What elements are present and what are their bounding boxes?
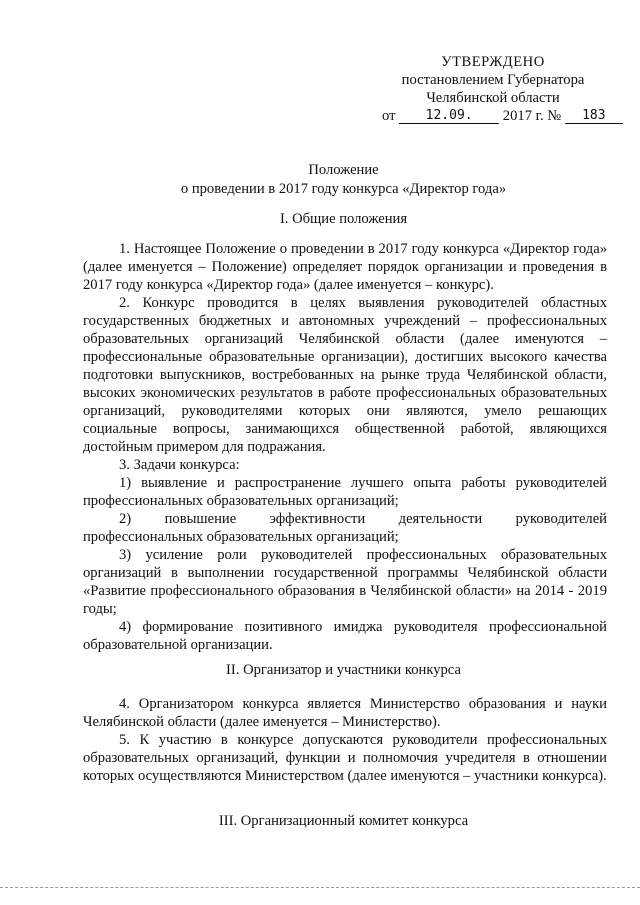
approved-by: постановлением Губернатора (401, 72, 585, 88)
title-line-2: о проведении в 2017 году конкурса «Директор года» (180, 181, 507, 197)
approved-label: УТВЕРЖДЕНО (441, 54, 545, 70)
paragraph-3-1: 1) выявление и распространение лучшего опыта работы руководителей профессиональных образовательных организаций; (83, 475, 607, 509)
paragraph-2: 2. Конкурс проводится в целях выявления руководителей областных государственных бюджетных и автономных учреждений – профессиональных образовательных организаций Челябинской области (далее именуются – профессиональные образовательные организации), достигших высокого качества подготовки выпускников, востребованных на рынке труда Челябинской области, высоких экономических результатов в работе профессиональных образовательных организаций, руководителями которых они являются, умело решающих социальные вопросы, занимающихся общественной работой, являющихся достойным примером для подражания. (83, 295, 607, 455)
paragraph-3-2: 2) повышение эффективности деятельности руководителей профессиональных образовательных организаций; (83, 511, 607, 545)
paragraph-1: 1. Настоящее Положение о проведении в 2017 году конкурса «Директор года» (далее именуется – Положение) определяет порядок организации и проведения в 2017 году конкурса «Директор года» (далее именуется – конкурс). (83, 241, 607, 293)
number-value: 183 (565, 107, 623, 124)
document-title (80, 161, 607, 199)
approval-stamp (378, 53, 608, 125)
title-line-1: Положение (308, 162, 379, 178)
approved-region: Челябинской области (426, 90, 560, 106)
year-text: 2017 г. № (502, 108, 562, 124)
section-3-heading: III. Организационный комитет конкурса (218, 813, 469, 829)
paragraph-3-4: 4) формирование позитивного имиджа руководителя профессиональной образовательной организации. (83, 619, 607, 653)
page-bottom-edge (0, 887, 640, 888)
approval-date-line (378, 107, 608, 125)
section-2-heading: II. Организатор и участники конкурса (226, 662, 461, 678)
date-value: 12.09. (399, 107, 499, 124)
paragraph-4: 4. Организатором конкурса является Министерство образования и науки Челябинской области (далее именуется – Министерство). (83, 696, 607, 730)
paragraph-3: 3. Задачи конкурса: (119, 457, 240, 473)
paragraph-5: 5. К участию в конкурсе допускаются руководители профессиональных образовательных организаций, функции и полномочия учредителя в отношении которых осуществляются Министерством (далее именуются – участники конкурса). (83, 732, 607, 784)
date-prefix: от (382, 108, 396, 124)
section-2-body (83, 695, 607, 785)
section-1-heading: I. Общие положения (279, 211, 408, 227)
paragraph-3-3: 3) усиление роли руководителей профессиональных образовательных организаций в выполнении государственной программы Челябинской области «Развитие профессионального образования в Челябинской области» на 2014 - 2019 годы; (83, 547, 607, 617)
section-1-body (83, 240, 607, 654)
